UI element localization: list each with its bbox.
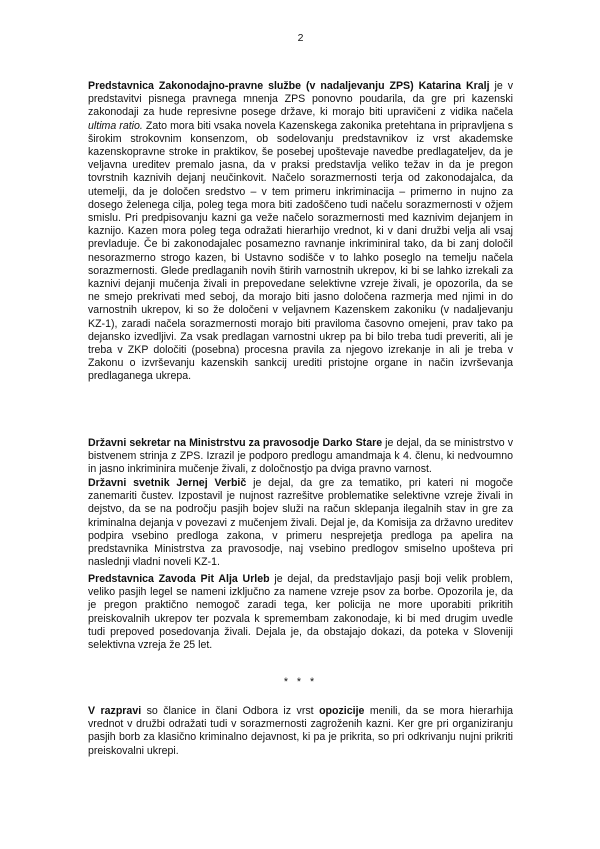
latin-phrase: ultima ratio. xyxy=(88,119,143,132)
paragraph-text: je v predstavitvi pisnega pravnega mnenja ZPS ponovno poudarila, da gre pri kazenski zakonodaji za hude represivne posege države, ki morajo biti upravičeni z vidika načela xyxy=(88,80,514,119)
speaker-name: Državni svetnik Jernej Verbič xyxy=(88,477,247,489)
section-separator: * * * xyxy=(283,676,318,688)
paragraph-zps-opinion xyxy=(88,80,513,384)
discussion-label: V razpravi xyxy=(88,705,142,717)
paragraph-text: je dejal, da se ministrstvo v bistvenem strinja z ZPS. Izrazil je podporo predlogu amandmaja k 4. členu, ki nedvoumno in jasno inkriminira mučenje živali, z določnostjo pa dviga pravno varnost. xyxy=(88,437,513,476)
document-page xyxy=(88,0,513,849)
paragraph-text: so članice in člani Odbora iz vrst xyxy=(141,705,320,717)
paragraph-text: menili, da se mora hierarhija vrednot v družbi odražati tudi v sorazmernosti zagroženih kazni. Ker gre pri organiziranju pasjih borb za klasično kriminalno dejavnost, ki pa je prikrita, so pri odkrivanju nujni prikriti preiskovalni ukrepi. xyxy=(88,705,513,757)
page-number: 2 xyxy=(297,32,304,44)
speaker-name: Državni sekretar na Ministrstvu za pravosodje Darko Stare xyxy=(88,437,383,449)
speaker-name: Predstavnica Zavoda Pit Alja Urleb xyxy=(88,573,270,585)
paragraph-text: je dejal, da predstavljajo pasji boji velik problem, veliko pasjih legel se nameni izključno za namene vzreje psov za borbe. Opozorila je, da je pregon praktično nemogoč zaradi tega, ker policija ne more uporabiti prikritih preiskovalnih ukrepov ter pozvala k spremembam zakonodaje, ki bi med drugim uvedle tudi prepoved posedovanja živali. Dejala je, da obstajajo dokazi, da poteka v Sloveniji selektivna vzreja že 25 let. xyxy=(88,573,513,652)
paragraph-ministry-statement xyxy=(88,437,513,477)
opposition-label: opozicije xyxy=(319,705,365,717)
paragraph-pit-institute xyxy=(88,573,513,652)
paragraph-text: Zato mora biti vsaka novela Kazenskega zakonika pretehtana in pripravljena s širokim strokovnim konsenzom, ob sodelovanju predstavnikov iz vrst akademske kazenskopravne stroke in praktikov, še posebej upoštevaje navedbe predlagateljev, da je veljavna ureditev premalo jasna, da v praksi predstavlja veliko težav in da je pregon tovrstnih kaznivih dejanj neučinkovit. Načelo sorazmernosti terja od zakonodajalca, da utemelji, da je določen sredstvo – v tem primeru inkriminacija – primerno in nujno za dosego želenega cilja, poleg tega mora biti zadoščeno tudi načelu sorazmernosti v ožjem smislu. Pri predpisovanju kazni ga veže načelo sorazmernosti med kaznivim dejanjem in kaznijo. Kazen mora poleg tega odražati hierarhijo vrednot, ki v dani družbi velja ali vsaj prevladuje. Če bi zakonodajalec posamezno ravnanje inkriminiral tako, da bi zanj določil nesorazmerno strogo kazen, bi Ustavno sodišče v to lahko poseglo na temelju načela sorazmernosti. Glede predlaganih novih štirih varnostnih ukrepov, ki bi se lahko izrekali za kaznivi dejanji mučenja živali in prepovedane selektivne vzreje živali, je opozorila, da se ne smejo prekrivati med seboj, da morajo biti jasno določena razmerja med njimi in do varnostnih ukrepov, ki so že določeni v veljavnem Kazenskem zakoniku (v nadaljevanju KZ-1), zaradi načela sorazmernosti morajo biti praviloma časovno omejeni, prav tako pa dejansko izvedljivi. Za vsak predlagan varnostni ukrep pa bi bilo treba tudi preveriti, ali je treba v ZKP določiti (posebna) procesna pravila za njegovo izrekanje in ali je treba v Zakonu o izvrševanju kazenskih sankcij urediti pristojne organe in način izvrševanja predlaganega ukrepa. xyxy=(88,119,513,383)
paragraph-discussion xyxy=(88,705,513,758)
speaker-name: Predstavnica Zakonodajno-pravne službe (v nadaljevanju ZPS) Katarina Kralj xyxy=(88,80,490,92)
paragraph-text: je dejal, da gre za tematiko, pri kateri ni mogoče zanemariti čustev. Izpostavil je nujnost razrešitve problematike selektivne vzreje živali in dejstvo, da se na področju pasjih bojev služi na račun sklepanja ilegalnih stav in gre za kriminalna dejanja v povezavi z mučenjem živali. Dejal je, da Komisija za državno ureditev podpira vsebino predloga zakona, v primeru nesprejetja predloga pa apelira na predstavnika Ministrstva za pravosodje, naj vsebino predlogov smiselno upošteva pri naslednji vladni noveli KZ-1. xyxy=(88,477,513,569)
paragraph-state-councillor xyxy=(88,477,513,569)
